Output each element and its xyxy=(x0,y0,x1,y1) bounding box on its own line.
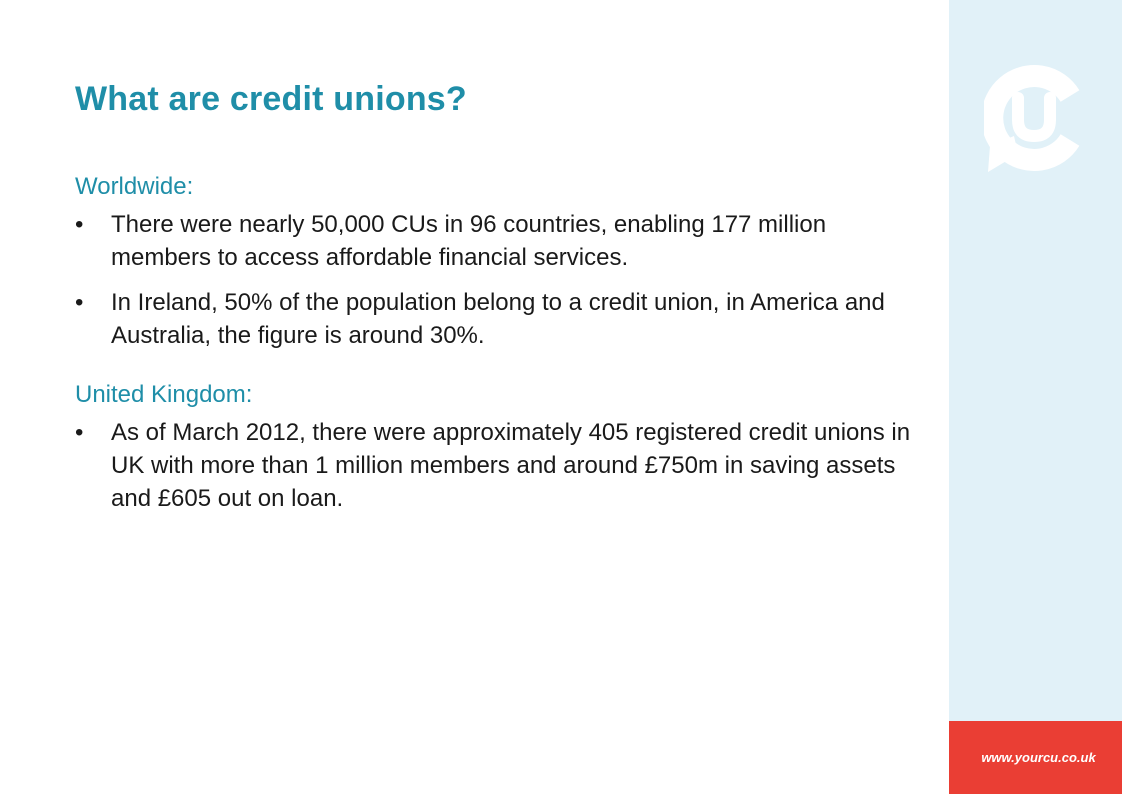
bullet-text: There were nearly 50,000 CUs in 96 countries, enabling 177 million members to access affordable financial services. xyxy=(111,211,827,271)
list-item xyxy=(75,286,915,352)
bullet-point-icon: • xyxy=(75,419,84,446)
bullet-text: As of March 2012, there were approximately 405 registered credit unions in UK with more than 1 million members and around £750m in saving assets and £605 out on loan. xyxy=(111,419,911,512)
footer-bar xyxy=(949,721,1122,794)
bullet-point-icon: • xyxy=(75,289,84,316)
list-item xyxy=(75,416,915,515)
bullet-list-united-kingdom xyxy=(75,416,915,527)
section-heading-united-kingdom: United Kingdom: xyxy=(75,381,253,408)
website-url: www.yourcu.co.uk xyxy=(981,750,1096,765)
bullet-point-icon: • xyxy=(75,211,84,238)
section-heading-worldwide: Worldwide: xyxy=(75,173,194,200)
bullet-text: In Ireland, 50% of the population belong to a credit union, in America and Australia, the figure is around 30%. xyxy=(111,289,885,349)
cu-speech-bubble-logo-icon xyxy=(984,62,1088,174)
slide-title: What are credit unions? xyxy=(75,80,467,118)
list-item xyxy=(75,208,915,274)
bullet-list-worldwide xyxy=(75,208,915,364)
